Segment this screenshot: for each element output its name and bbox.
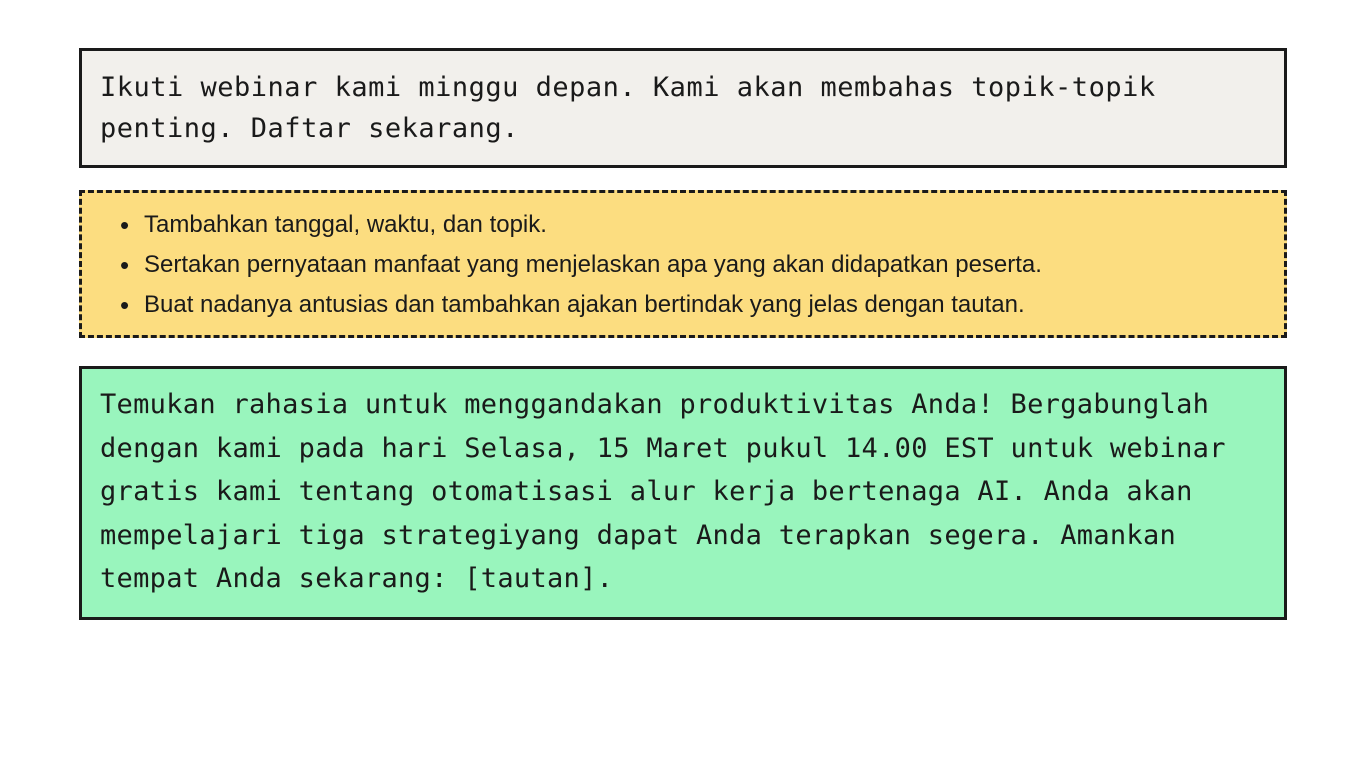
prompt-text: Ikuti webinar kami minggu depan. Kami akan membahas topik-topik penting. Daftar sekarang. [100,72,1173,144]
guidance-panel [79,190,1287,338]
prompt-panel [79,48,1287,168]
guidance-item-label: Buat nadanya antusias dan tambahkan ajakan bertindak yang jelas dengan tautan. [144,291,1025,318]
list-item [110,245,1264,285]
guidance-item-label: Sertakan pernyataan manfaat yang menjelaskan apa yang akan didapatkan peserta. [144,251,1042,278]
output-panel [79,366,1287,620]
bullet-icon: • [120,290,130,320]
list-item [110,205,1264,245]
guidance-list [110,205,1264,325]
bullet-icon: • [120,210,130,240]
bullet-icon: • [120,250,130,280]
guidance-item-label: Tambahkan tanggal, waktu, dan topik. [144,211,547,238]
output-text: Temukan rahasia untuk menggandakan produktivitas Anda! Bergabunglah dengan kami pada hari Selasa, 15 Maret pukul 14.00 EST untuk webinar gratis kami tentang otomatisasi alur kerja bertenaga AI. Anda akan mempelajari tiga strategiyang dapat Anda terapkan segera. Amankan tempat Anda sekarang: [tautan]. [100,389,1243,594]
list-item [110,285,1264,325]
